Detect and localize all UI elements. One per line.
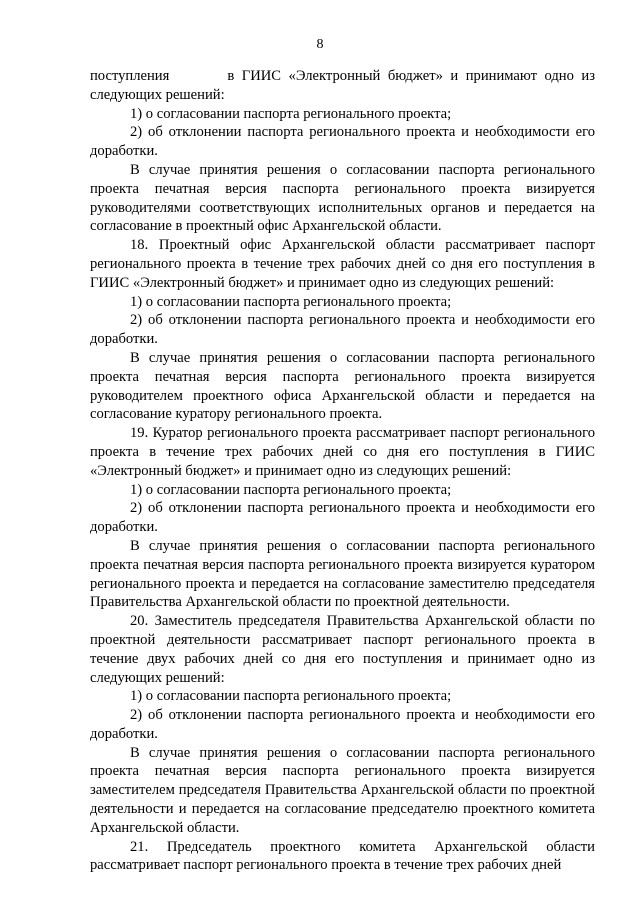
list-item: 1) о согласовании паспорта регионального проекта; — [130, 105, 452, 122]
clause-19: 19. Куратор регионального проекта рассматривает паспорт регионального проекта в течение трех рабочих дней со дня его поступления в ГИИС «Электронный бюджет» и принимает одно из следующих решений: — [90, 425, 595, 479]
paragraph: В случае принятия решения о согласовании паспорта регионального проекта печатная версия паспорта регионального проекта визируется заместителем председателя Правительства Архангельской области по проектной деятельности и передается на согласование председателю проектного комитета Архангельской области. — [90, 744, 595, 836]
list-item: 2) об отклонении паспорта регионального проекта и необходимости его доработки. — [90, 500, 595, 536]
list-item: 1) о согласовании паспорта регионального проекта; — [130, 688, 452, 705]
page-number: 8 — [316, 37, 324, 52]
paragraph-text: поступления — [90, 68, 170, 84]
list-item: 2) об отклонении паспорта регионального проекта и необходимости его доработки. — [90, 707, 595, 742]
paragraph-continuation — [90, 67, 595, 105]
paragraph: В случае принятия решения о согласовании паспорта регионального проекта печатная версия паспорта регионального проекта визируется куратором регионального проекта и передается на согласование заместителю председателя Правительства Архангельской области по проектной деятельности. — [90, 537, 595, 611]
clause-18: 18. Проектный офис Архангельской области рассматривает паспорт регионального проекта в течение трех рабочих дней со дня его поступления в ГИИС «Электронный бюджет» и принимает одно из следующих решений: — [90, 237, 595, 291]
list-item: 2) об отклонении паспорта регионального проекта и необходимости его доработки. — [90, 124, 595, 160]
clause-21: 21. Председатель проектного комитета Архангельской области рассматривает паспорт регионального проекта в течение трех рабочих дней — [90, 838, 595, 874]
list-item: 2) об отклонении паспорта регионального проекта и необходимости его доработки. — [90, 312, 595, 348]
list-item: 1) о согласовании паспорта регионального проекта; — [130, 481, 452, 498]
paragraph-text: в ГИИС «Электронный бюджет» и принимают одно из следующих решений: — [90, 68, 595, 103]
document-body — [90, 67, 595, 875]
clause-20: 20. Заместитель председателя Правительства Архангельской области по проектной деятельности рассматривает паспорт регионального проекта в течение двух рабочих дней со дня его поступления и принимает одно из следующих решений: — [90, 613, 595, 686]
paragraph: В случае принятия решения о согласовании паспорта регионального проекта печатная версия паспорта регионального проекта визируется руководителем проектного офиса Архангельской области и передается на согласование куратору регионального проекта. — [90, 349, 595, 423]
list-item: 1) о согласовании паспорта регионального проекта; — [130, 293, 452, 310]
paragraph: В случае принятия решения о согласовании паспорта регионального проекта печатная версия паспорта регионального проекта визируется руководителями соответствующих исполнительных органов и передается на согласование в проектный офис Архангельской области. — [90, 161, 595, 235]
